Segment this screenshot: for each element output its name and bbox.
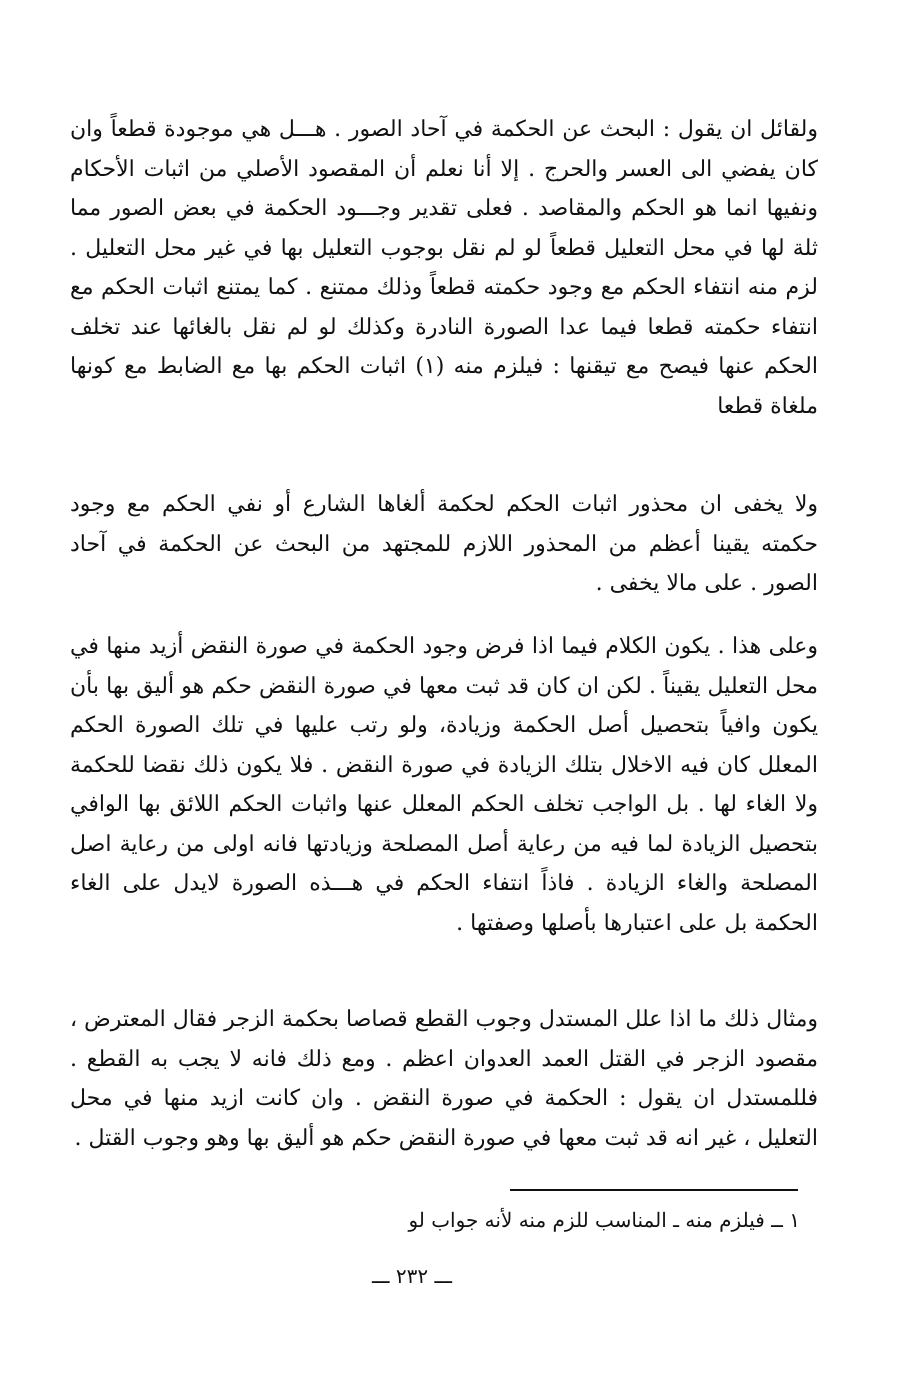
paragraph-3: وعلى هذا . يكون الكلام فيما اذا فرض وجود الحكمة في صورة النقض أزيد منها في محل التعليل يقيناً . لكن ان كان قد ثبت معها في صورة النقض حكم هو أليق بها بأن يكون وافياً بتحصيل أصل الحكمة وزيادة، ولو رتب عليها في تلك الصورة الحكم المعلل كان فيه الاخلال بتلك الزيادة في صورة النقض . فلا يكون ذلك نقضا للحكمة ولا الغاء لها . بل الواجب تخلف الحكم المعلل عنها واثبات الحكم اللائق بها الوافي بتحصيل الزيادة لما فيه من رعاية أصل المصلحة وزيادتها فانه اولى من رعاية اصل المصلحة والغاء الزيادة . فاذاً انتفاء الحكم في هـــذه الصورة لايدل على الغاء الحكمة بل على اعتبارها بأصلها وصفتها . <box>70 634 818 936</box>
footnote-divider <box>510 1189 798 1191</box>
page-number: ـــ ٢٣٢ ـــ <box>371 1264 453 1288</box>
paragraph-4: ومثال ذلك ما اذا علل المستدل وجوب القطع قصاصا بحكمة الزجر فقال المعترض ، مقصود الزجر في القتل العمد العدوان اعظم . ومع ذلك فانه لا يجب به القطع . فللمستدل ان يقول : الحكمة في صورة النقض . وان كانت ازيد منها في محل التعليل ، غير انه قد ثبت معها في صورة النقض حكم هو أليق بها وهو وجوب القتل . <box>70 1007 818 1151</box>
paragraph-2: ولا يخفى ان محذور اثبات الحكم لحكمة ألغاها الشارع أو نفي الحكم مع وجود حكمته يقينا أعظم من المحذور اللازم للمجتهد من البحث عن الحكمة في آحاد الصور . على مالا يخفى . <box>70 492 818 596</box>
paragraph-1: ولقائل ان يقول : البحث عن الحكمة في آحاد الصور . هـــل هي موجودة قطعاً وان كان يفضي الى العسر والحرج . إلا أنا نعلم أن المقصود الأصلي من اثبات الأحكام ونفيها انما هو الحكم والمقاصد . فعلى تقدير وجـــود الحكمة في بعض الصور مما ثلة لها في محل التعليل قطعاً لو لم نقل بوجوب التعليل بها في غير محل التعليل . لزم منه انتفاء الحكم مع وجود حكمته قطعاً وذلك ممتنع . كما يمتنع اثبات الحكم مع انتفاء حكمته قطعا فيما عدا الصورة النادرة وكذلك لو لم نقل بالغائها عند تخلف الحكم عنها فيصح مع تيقنها : فيلزم منه (١) اثبات الحكم بها مع الضابط مع كونها ملغاة قطعا <box>70 117 818 419</box>
footnote: ١ ــ فيلزم منه ـ المناسب للزم منه لأنه جواب لو <box>408 1208 800 1232</box>
